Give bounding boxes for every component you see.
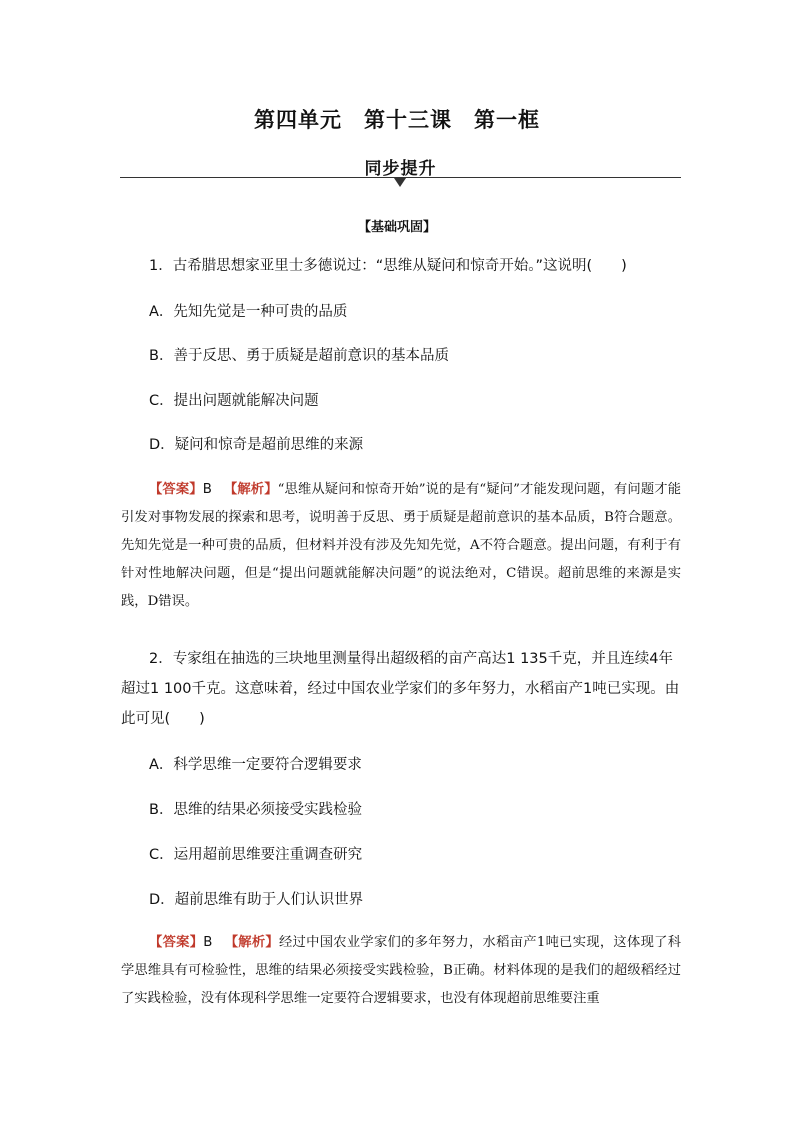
analysis-text: 经过中国农业学家们的多年努力，水稻亩产1吨已实现，这体现了科学思维具有可检验性，思维的结果必须接受实践检验，B正确。材料体现的是我们的超级稻经过了实践检验，没有体现科学思维一定要符合逻辑要求，也没有体现超前思维要注重 [121,935,682,1006]
question-text: 专家组在抽选的三块地里测量得出超级稻的亩产高达1 135千克，并且连续4年超过1 100千克。这意味着，经过中国农业学家们的多年努力，水稻亩产1吨已实现。由此可见( ) [121,651,680,727]
question-1-stem [121,251,681,281]
question-number: 2． [149,651,173,667]
question-1-option-c: C．提出问题就能解决问题 [149,393,319,409]
question-1-option-d: D．疑问和惊奇是超前思维的来源 [149,437,364,453]
banner-label: 同步提升 [364,159,437,179]
document-title: 第四单元 第十三课 第一框 [254,108,540,132]
question-2-option-a: A．科学思维一定要符合逻辑要求 [149,757,362,773]
question-1-answer [121,476,681,616]
question-2-stem [121,644,681,734]
question-2-option-b: B．思维的结果必须接受实践检验 [149,802,362,818]
analysis-tag: 【解析】 [223,482,278,497]
question-2-option-c: C．运用超前思维要注重调查研究 [149,847,363,863]
question-2-option-d: D．超前思维有助于人们认识世界 [149,892,364,908]
section-heading: 【基础巩固】 [357,220,436,235]
answer-tag: 【答案】 [149,482,203,497]
answer-value: B [202,482,212,497]
question-text: 古希腊思想家亚里士多德说过：“思维从疑问和惊奇开始。”这说明( ) [172,258,627,274]
question-1-option-a: A．先知先觉是一种可贵的品质 [149,304,348,320]
question-number: 1． [149,258,173,274]
analysis-text: “思维从疑问和惊奇开始”说的是有“疑问”才能发现问题，有问题才能引发对事物发展的探索和思考，说明善于反思、勇于质疑是超前意识的基本品质，B符合题意。先知先觉是一种可贵的品质，但材料并没有涉及先知先觉，A不符合题意。提出问题，有利于有针对性地解决问题，但是“提出问题就能解决问题”的说法绝对，C错误。超前思维的来源是实践，D错误。 [121,482,681,609]
triangle-down-icon [394,178,406,187]
question-1-option-b: B．善于反思、勇于质疑是超前意识的基本品质 [149,348,449,364]
answer-tag: 【答案】 [149,935,204,950]
analysis-tag: 【解析】 [224,935,279,950]
answer-value: B [203,935,213,950]
section-banner [120,150,681,190]
question-2-answer [121,929,681,1013]
